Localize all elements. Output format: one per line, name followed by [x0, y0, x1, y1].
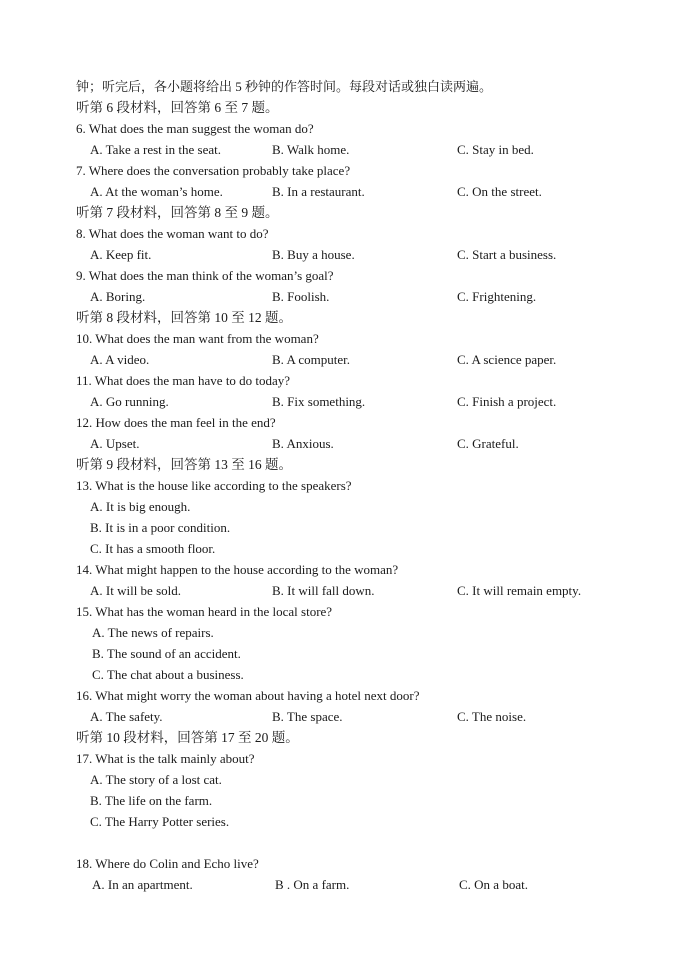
option-c: C. Grateful.	[457, 436, 519, 451]
option-b: B. Walk home.	[272, 142, 350, 157]
option-c: C. The noise.	[457, 709, 527, 724]
question-stem: 12. How does the man feel in the end?	[76, 415, 276, 430]
option-a: A. A video.	[90, 352, 150, 367]
question-stem: 18. Where do Colin and Echo live?	[76, 856, 259, 871]
option-b: B. A computer.	[272, 352, 350, 367]
option-a: A. The story of a lost cat.	[90, 772, 222, 787]
option-c: C. On the street.	[457, 184, 542, 199]
option-a: A. Keep fit.	[90, 247, 152, 262]
question-stem: 13. What is the house like according to the speakers?	[76, 478, 352, 493]
option-c: C. It has a smooth floor.	[90, 541, 216, 556]
question-stem: 8. What does the woman want to do?	[76, 226, 269, 241]
question-stem: 10. What does the man want from the woman?	[76, 331, 319, 346]
option-b: B. It will fall down.	[272, 583, 375, 598]
option-a: A. In an apartment.	[92, 877, 193, 892]
section-heading: 听第 7 段材料，回答第 8 至 9 题。	[76, 205, 279, 220]
question-stem: 15. What has the woman heard in the local store?	[76, 604, 333, 619]
section-heading: 听第 8 段材料，回答第 10 至 12 题。	[76, 310, 292, 325]
option-b: B. The sound of an accident.	[92, 646, 241, 661]
option-a: A. It will be sold.	[90, 583, 181, 598]
option-c: C. Finish a project.	[457, 394, 557, 409]
option-b: B. The space.	[272, 709, 343, 724]
section-heading: 听第 6 段材料，回答第 6 至 7 题。	[76, 100, 279, 115]
option-b: B. The life on the farm.	[90, 793, 213, 808]
option-c: C. The Harry Potter series.	[90, 814, 230, 829]
section-heading: 听第 10 段材料，回答第 17 至 20 题。	[76, 730, 299, 745]
option-b: B . On a farm.	[275, 877, 350, 892]
option-c: C. Frightening.	[457, 289, 537, 304]
option-c: C. The chat about a business.	[92, 667, 244, 682]
section-heading: 听第 9 段材料，回答第 13 至 16 题。	[76, 457, 292, 472]
option-a: A. The safety.	[90, 709, 163, 724]
option-c: C. Start a business.	[457, 247, 557, 262]
option-a: A. Boring.	[90, 289, 146, 304]
option-a: A. At the woman’s home.	[90, 184, 223, 199]
option-c: C. Stay in bed.	[457, 142, 534, 157]
option-c: C. On a boat.	[459, 877, 528, 892]
option-b: B. Fix something.	[272, 394, 366, 409]
question-stem: 16. What might worry the woman about having a hotel next door?	[76, 688, 420, 703]
option-c: C. It will remain empty.	[457, 583, 582, 598]
question-stem: 7. Where does the conversation probably take place?	[76, 163, 351, 178]
question-stem: 11. What does the man have to do today?	[76, 373, 291, 388]
question-stem: 14. What might happen to the house according to the woman?	[76, 562, 399, 577]
option-b: B. Anxious.	[272, 436, 334, 451]
option-a: A. Take a rest in the seat.	[90, 142, 221, 157]
option-c: C. A science paper.	[457, 352, 557, 367]
option-b: B. Foolish.	[272, 289, 330, 304]
option-b: B. In a restaurant.	[272, 184, 365, 199]
question-stem: 6. What does the man suggest the woman do?	[76, 121, 314, 136]
option-b: B. It is in a poor condition.	[90, 520, 231, 535]
option-a: A. Go running.	[90, 394, 169, 409]
intro-line: 钟；听完后，各小题将给出 5 秒钟的作答时间。每段对话或独白读两遍。	[76, 79, 493, 94]
option-a: A. The news of repairs.	[92, 625, 214, 640]
question-stem: 17. What is the talk mainly about?	[76, 751, 255, 766]
option-b: B. Buy a house.	[272, 247, 355, 262]
question-stem: 9. What does the man think of the woman’s goal?	[76, 268, 334, 283]
option-a: A. It is big enough.	[90, 499, 191, 514]
option-a: A. Upset.	[90, 436, 140, 451]
